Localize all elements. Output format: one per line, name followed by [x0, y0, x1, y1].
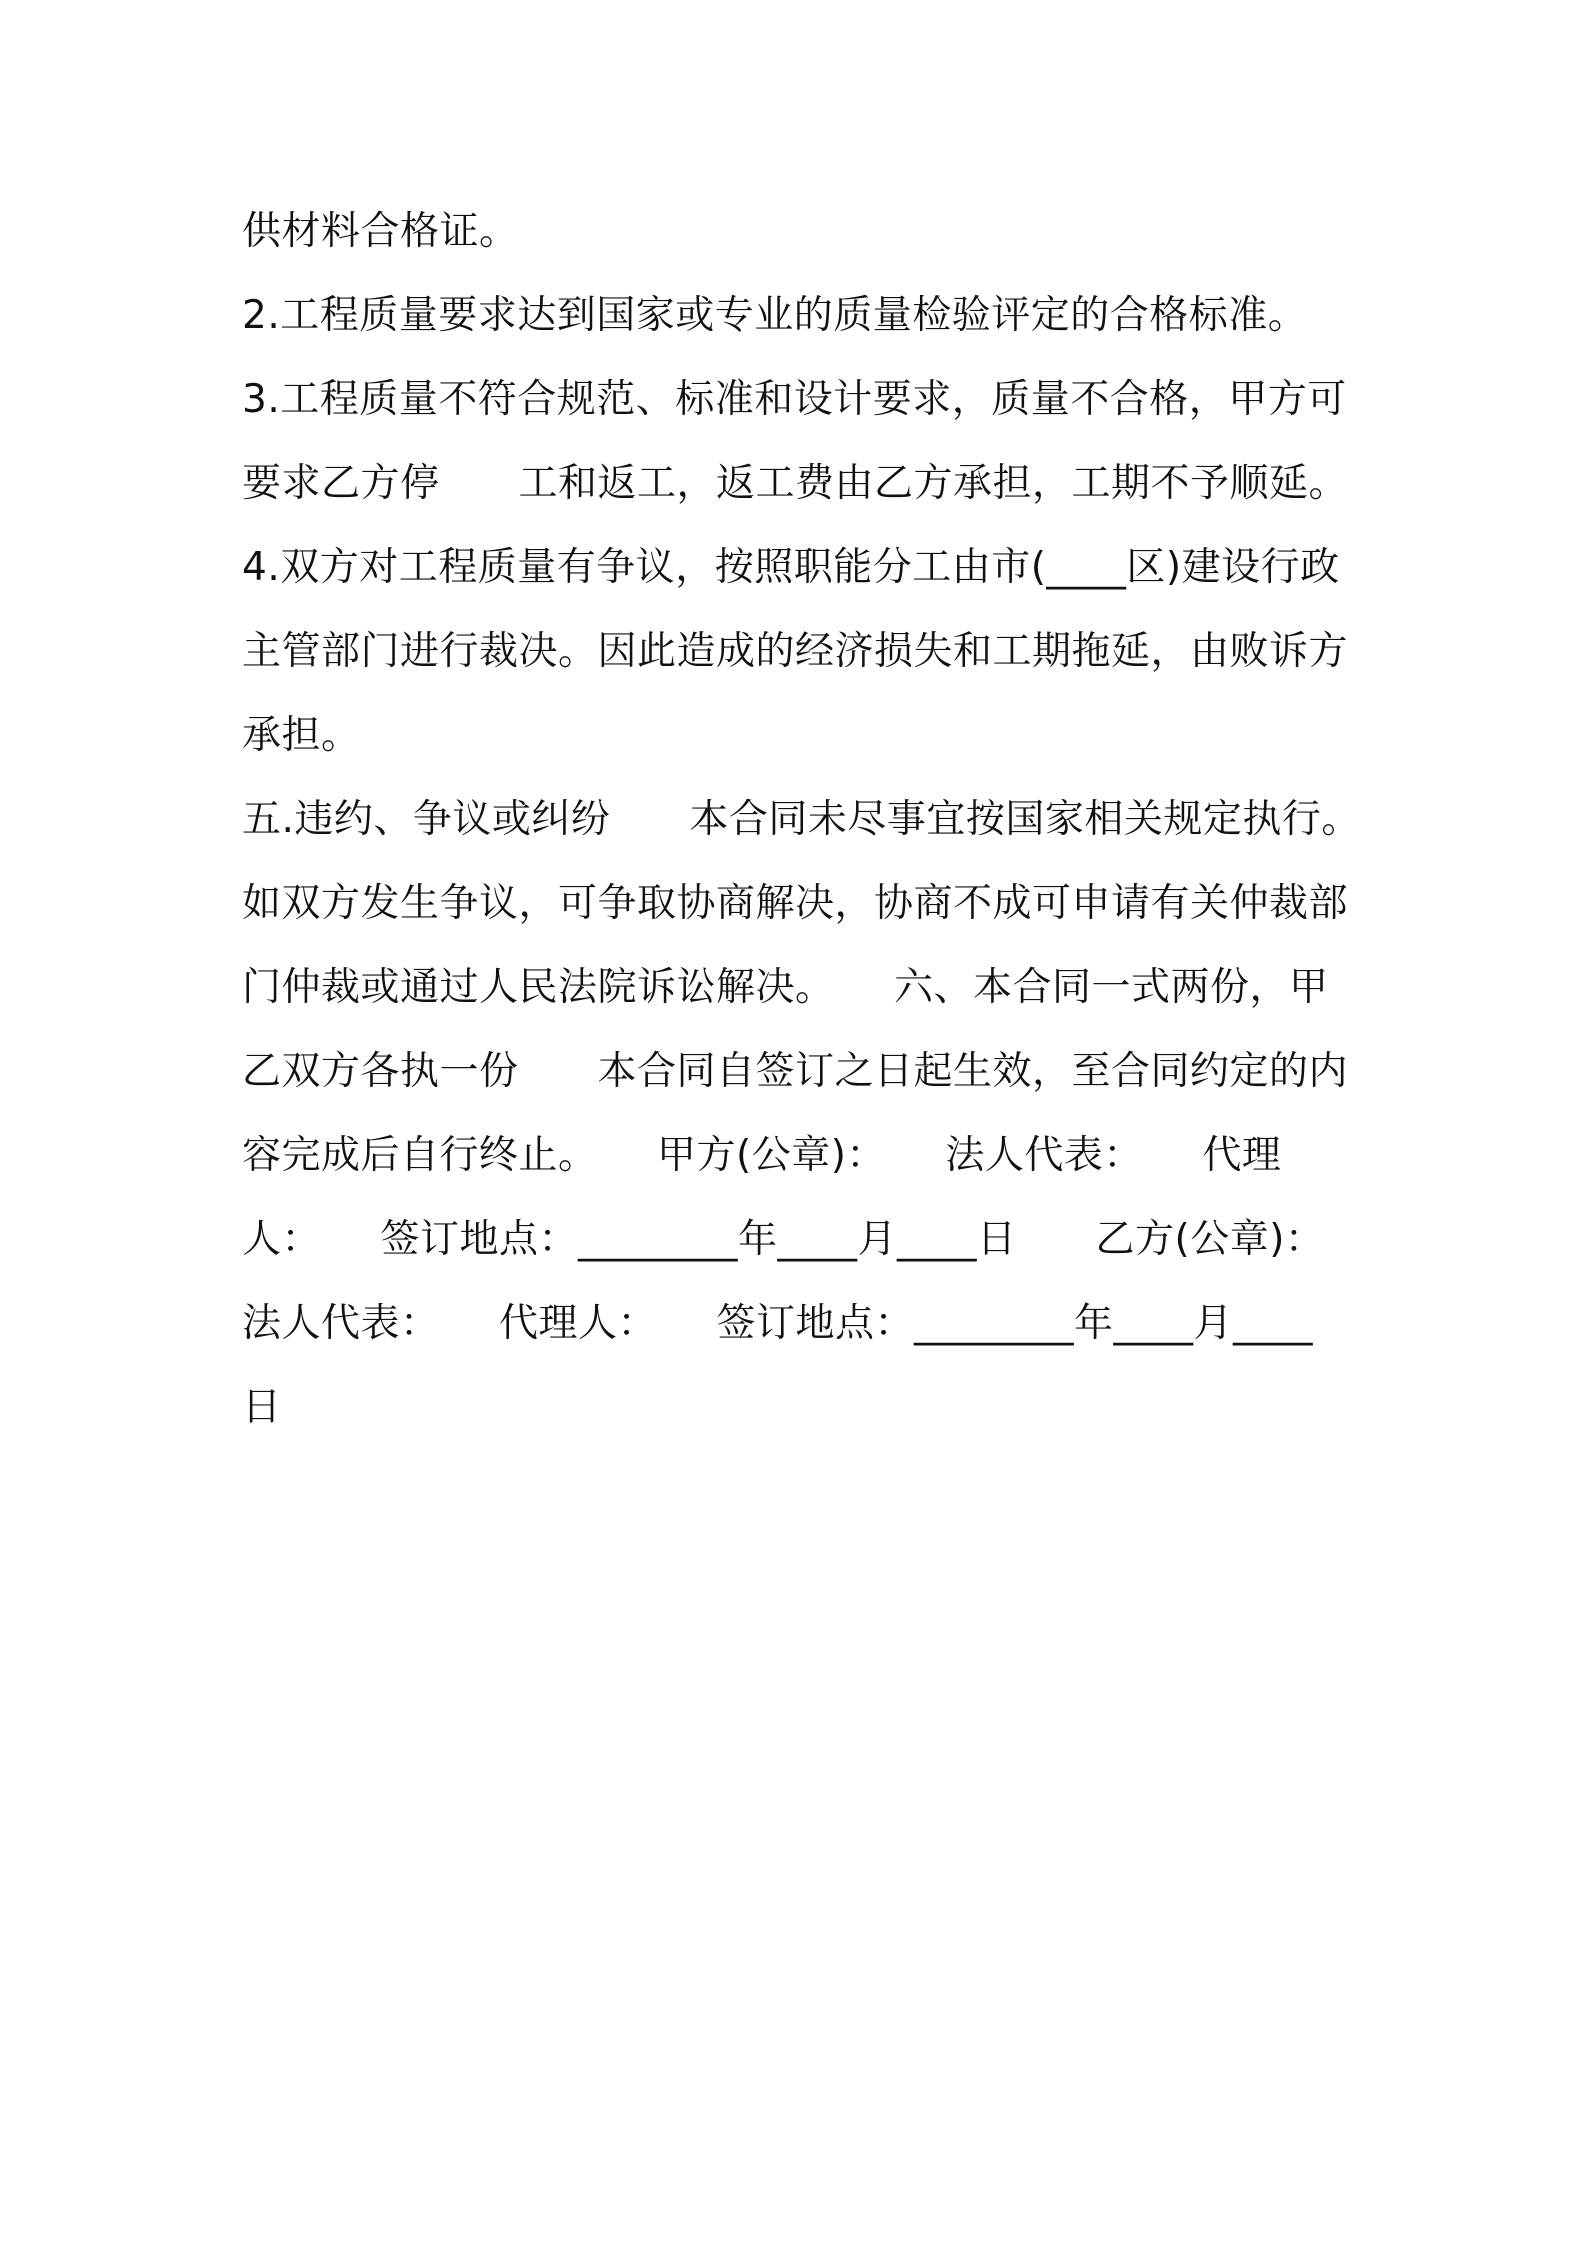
text-line: 乙双方各执一份 本合同自签订之日起生效，至合同约定的内: [242, 1049, 1349, 1094]
text-line: 容完成后自行终止。 甲方(公章)： 法人代表： 代理: [242, 1133, 1282, 1178]
text-line: 3.工程质量不符合规范、标准和设计要求，质量不合格，甲方可: [242, 377, 1347, 422]
text-line: 4.双方对工程质量有争议，按照职能分工由市(____区)建设行政: [242, 545, 1340, 590]
text-line: 人： 签订地点：________年____月____日 乙方(公章)：: [242, 1217, 1325, 1262]
text-line: 主管部门进行裁决。因此造成的经济损失和工期拖延，由败诉方: [242, 629, 1349, 674]
text-line: 要求乙方停 工和返工，返工费由乙方承担，工期不予顺延。: [242, 461, 1349, 506]
text-line: 门仲裁或通过人民法院诉讼解决。 六、本合同一式两份，甲: [242, 965, 1329, 1010]
text-line: 2.工程质量要求达到国家或专业的质量检验评定的合格标准。: [242, 293, 1308, 338]
text-line: 如双方发生争议，可争取协商解决，协商不成可申请有关仲裁部: [242, 881, 1349, 926]
contract-body-text: [242, 190, 1361, 1450]
text-line: 五.违约、争议或纠纷 本合同未尽事宜按国家相关规定执行。: [242, 797, 1361, 842]
text-line: 承担。: [242, 713, 361, 758]
text-line: 日: [242, 1385, 282, 1430]
text-line: 法人代表： 代理人： 签订地点：________年____月____: [242, 1301, 1314, 1346]
text-line: 供材料合格证。: [242, 209, 519, 254]
